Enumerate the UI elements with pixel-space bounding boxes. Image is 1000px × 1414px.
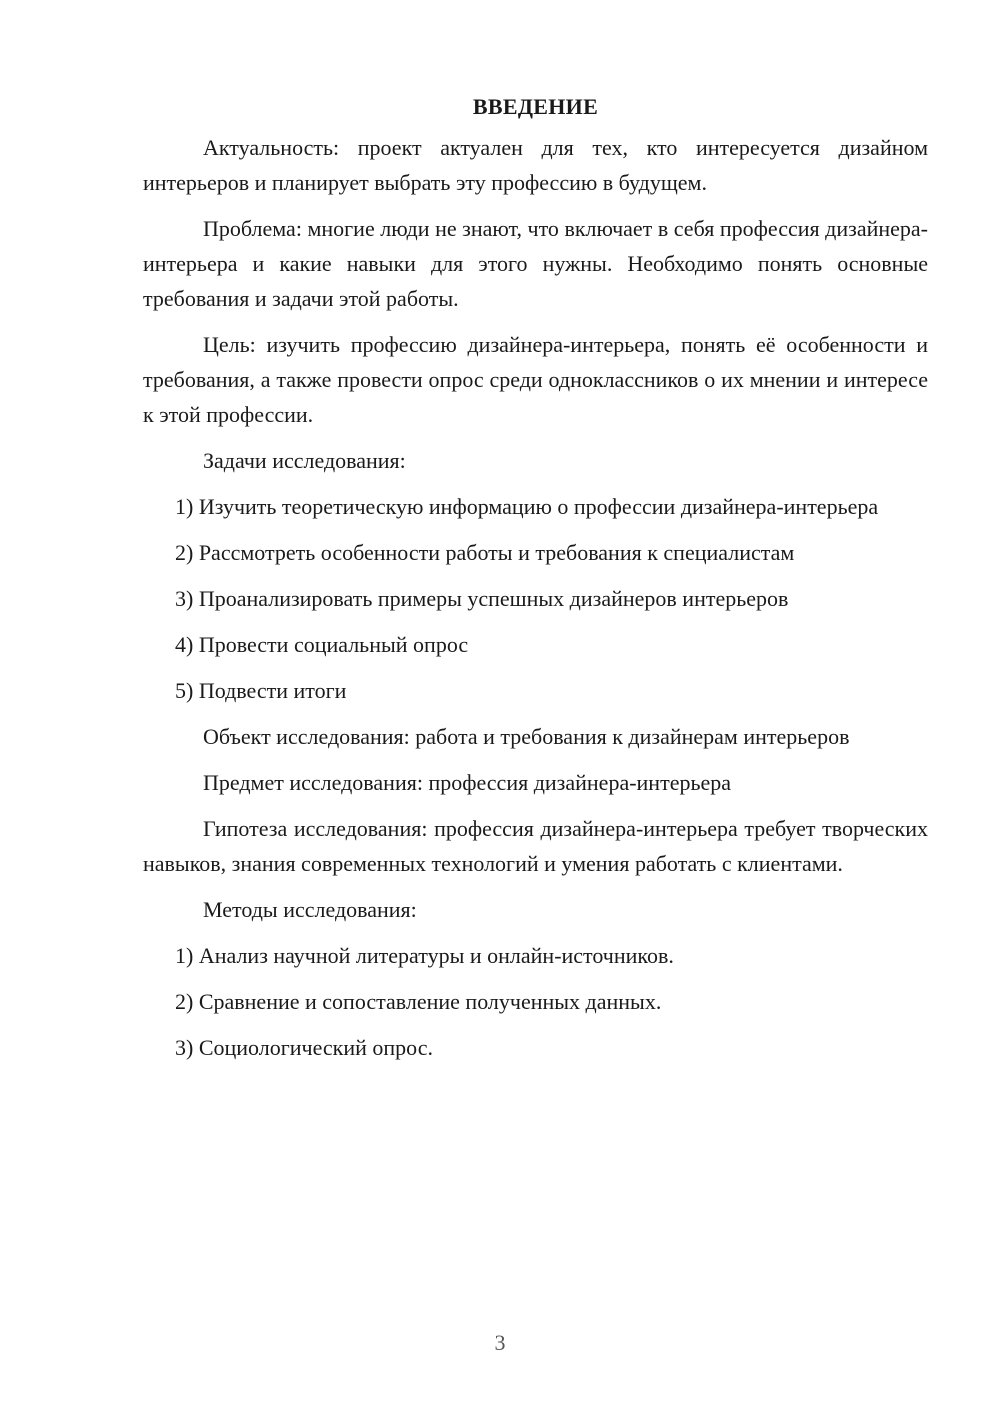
subject-paragraph: Предмет исследования: профессия дизайнера-интерьера <box>203 770 732 795</box>
hypothesis-paragraph: Гипотеза исследования: профессия дизайнера-интерьера требует творческих навыков, знания современных технологий и умения работать с клиентами. <box>143 816 928 876</box>
object-paragraph: Объект исследования: работа и требования к дизайнерам интерьеров <box>203 724 850 749</box>
methods-heading: Методы исследования: <box>203 897 417 922</box>
task-item-4: 4) Провести социальный опрос <box>175 632 469 657</box>
method-item-3: 3) Социологический опрос. <box>175 1035 433 1060</box>
tasks-heading: Задачи исследования: <box>203 448 406 473</box>
task-item-2: 2) Рассмотреть особенности работы и требования к специалистам <box>175 540 795 565</box>
task-item-5: 5) Подвести итоги <box>175 678 347 703</box>
page-title: ВВЕДЕНИЕ <box>472 94 599 119</box>
page-number: 3 <box>494 1330 506 1355</box>
goal-paragraph: Цель: изучить профессию дизайнера-интерьера, понять её особенности и требования, а также провести опрос среди одноклассников о их мнении и интересе к этой профессии. <box>143 332 928 427</box>
method-item-1: 1) Анализ научной литературы и онлайн-источников. <box>175 943 674 968</box>
task-item-3: 3) Проанализировать примеры успешных дизайнеров интерьеров <box>175 586 789 611</box>
relevance-paragraph: Актуальность: проект актуален для тех, кто интересуется дизайном интерьеров и планирует выбрать эту профессию в будущем. <box>143 135 928 195</box>
task-item-1: 1) Изучить теоретическую информацию о профессии дизайнера-интерьера <box>175 494 879 519</box>
document-page <box>143 90 928 1076</box>
method-item-2: 2) Сравнение и сопоставление полученных данных. <box>175 989 662 1014</box>
problem-paragraph: Проблема: многие люди не знают, что включает в себя профессия дизайнера-интерьера и какие навыки для этого нужны. Необходимо понять основные требования и задачи этой работы. <box>143 216 928 311</box>
